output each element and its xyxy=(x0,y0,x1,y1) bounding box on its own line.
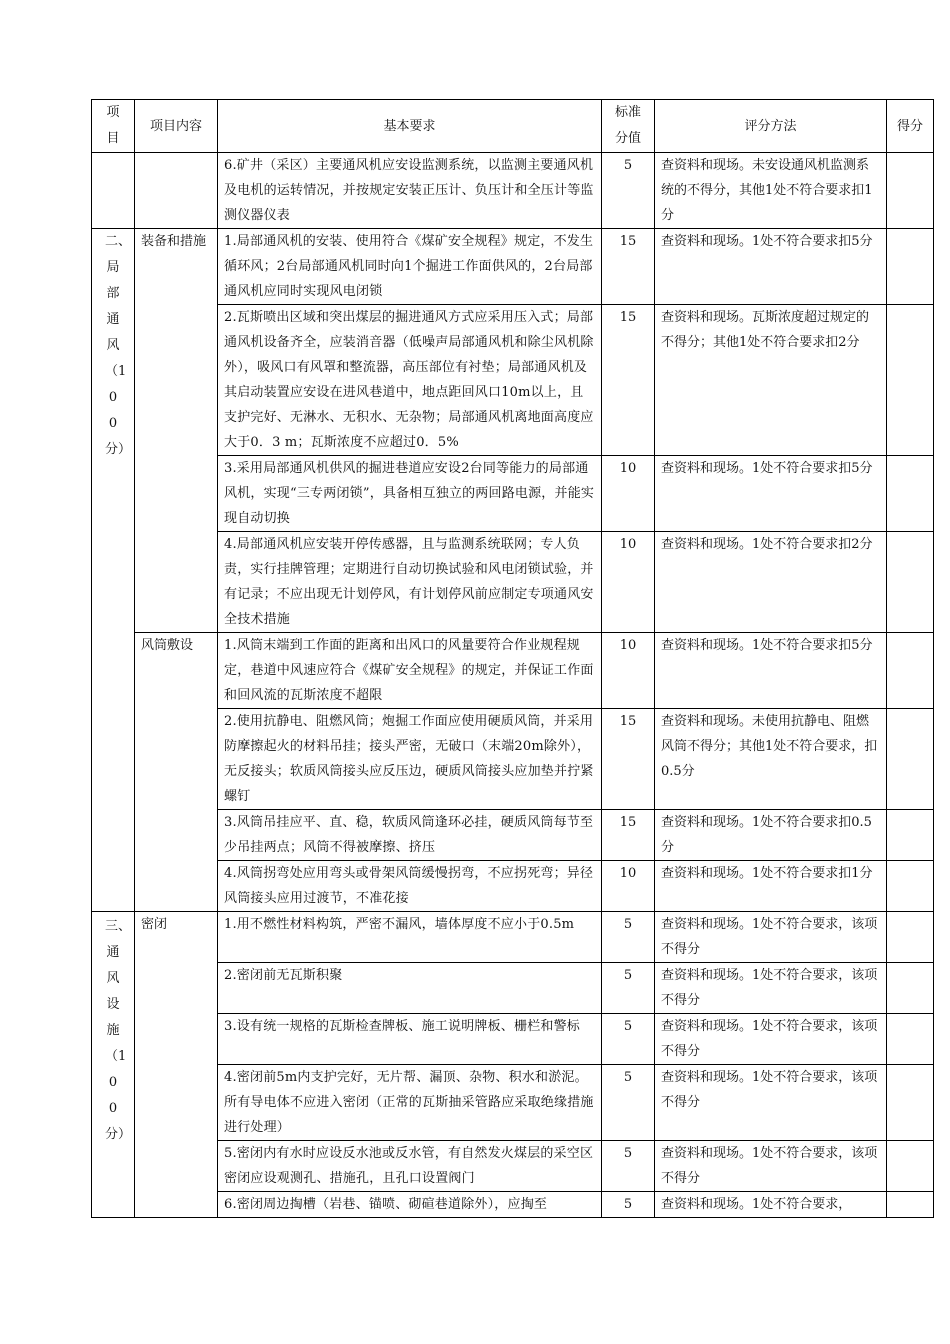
requirement-cell: 2.使用抗静电、阻燃风筒；炮掘工作面应使用硬质风筒，并采用防摩擦起火的材料吊挂；接头严密，无破口（末端20m除外），无反接头；软质风筒接头应反压边，硬质风筒接头应加垫并拧紧螺钉 xyxy=(218,709,602,810)
header-result: 得分 xyxy=(887,100,934,153)
score-cell: 15 xyxy=(602,305,655,456)
table-row xyxy=(92,1014,934,1065)
score-cell: 5 xyxy=(602,963,655,1014)
method-cell: 查资料和现场。未安设通风机监测系统的不得分，其他1处不符合要求扣1分 xyxy=(655,153,887,229)
table-row xyxy=(92,861,934,912)
content-label: 装备和措施 xyxy=(135,229,218,633)
result-cell xyxy=(887,532,934,633)
requirement-cell: 4.密闭前5m内支护完好，无片帮、漏顶、杂物、积水和淤泥。所有导电体不应进入密闭（正常的瓦斯抽采管路应采取绝缘措施进行处理） xyxy=(218,1065,602,1141)
method-cell: 查资料和现场。1处不符合要求扣5分 xyxy=(655,229,887,305)
requirement-cell: 6.密闭周边掏槽（岩巷、锚喷、砌碹巷道除外），应掏至 xyxy=(218,1192,602,1218)
score-cell: 5 xyxy=(602,1192,655,1218)
section-label: 三、通风设施（100分） xyxy=(92,912,135,1218)
requirement-cell: 5.密闭内有水时应设反水池或反水管，有自然发火煤层的采空区密闭应设观测孔、措施孔，且孔口设置阀门 xyxy=(218,1141,602,1192)
result-cell xyxy=(887,1192,934,1218)
table-row xyxy=(92,1192,934,1218)
method-cell: 查资料和现场。未使用抗静电、阻燃风筒不得分；其他1处不符合要求，扣0.5分 xyxy=(655,709,887,810)
result-cell xyxy=(887,633,934,709)
requirement-cell: 3.设有统一规格的瓦斯检查牌板、施工说明牌板、栅栏和警标 xyxy=(218,1014,602,1065)
method-cell: 查资料和现场。1处不符合要求扣5分 xyxy=(655,633,887,709)
table-row xyxy=(92,532,934,633)
result-cell xyxy=(887,912,934,963)
method-cell: 查资料和现场。瓦斯浓度超过规定的不得分；其他1处不符合要求扣2分 xyxy=(655,305,887,456)
header-item: 项目 xyxy=(92,100,135,153)
method-cell: 查资料和现场。1处不符合要求扣0.5分 xyxy=(655,810,887,861)
table-row xyxy=(92,912,934,963)
requirement-cell: 3.风筒吊挂应平、直、稳，软质风筒逢环必挂，硬质风筒每节至少吊挂两点；风筒不得被摩擦、挤压 xyxy=(218,810,602,861)
table-row xyxy=(92,633,934,709)
header-content: 项目内容 xyxy=(135,100,218,153)
result-cell xyxy=(887,963,934,1014)
result-cell xyxy=(887,1014,934,1065)
table-row xyxy=(92,810,934,861)
table-row xyxy=(92,305,934,456)
requirement-cell: 1.风筒末端到工作面的距离和出风口的风量要符合作业规程规定，巷道中风速应符合《煤矿安全规程》的规定，并保证工作面和回风流的瓦斯浓度不超限 xyxy=(218,633,602,709)
requirement-cell: 3.采用局部通风机供风的掘进巷道应安设2台同等能力的局部通风机，实现“三专两闭锁”，具备相互独立的两回路电源，并能实现自动切换 xyxy=(218,456,602,532)
method-cell: 查资料和现场。1处不符合要求扣1分 xyxy=(655,861,887,912)
method-cell: 查资料和现场。1处不符合要求，该项不得分 xyxy=(655,963,887,1014)
header-score: 标准分值 xyxy=(602,100,655,153)
method-cell: 查资料和现场。1处不符合要求，该项不得分 xyxy=(655,1141,887,1192)
score-cell: 10 xyxy=(602,532,655,633)
method-cell: 查资料和现场。1处不符合要求扣5分 xyxy=(655,456,887,532)
item-cell-empty xyxy=(92,153,135,229)
score-cell: 15 xyxy=(602,229,655,305)
score-cell: 5 xyxy=(602,1014,655,1065)
scoring-table xyxy=(91,99,934,1218)
method-cell: 查资料和现场。1处不符合要求， xyxy=(655,1192,887,1218)
score-cell: 5 xyxy=(602,153,655,229)
requirement-cell: 1.用不燃性材料构筑，严密不漏风，墙体厚度不应小于0.5m xyxy=(218,912,602,963)
requirement-cell: 4.风筒拐弯处应用弯头或骨架风筒缓慢拐弯，不应拐死弯；异径风筒接头应用过渡节，不准花接 xyxy=(218,861,602,912)
score-cell: 10 xyxy=(602,456,655,532)
table-row xyxy=(92,153,934,229)
score-cell: 5 xyxy=(602,1065,655,1141)
requirement-cell: 1.局部通风机的安装、使用符合《煤矿安全规程》规定，不发生循环风；2台局部通风机同时向1个掘进工作面供风的，2台局部通风机应同时实现风电闭锁 xyxy=(218,229,602,305)
result-cell xyxy=(887,1065,934,1141)
result-cell xyxy=(887,305,934,456)
result-cell xyxy=(887,456,934,532)
result-cell xyxy=(887,709,934,810)
content-cell-empty xyxy=(135,153,218,229)
method-cell: 查资料和现场。1处不符合要求，该项不得分 xyxy=(655,912,887,963)
score-cell: 15 xyxy=(602,810,655,861)
header-row xyxy=(92,100,934,153)
result-cell xyxy=(887,1141,934,1192)
score-cell: 15 xyxy=(602,709,655,810)
result-cell xyxy=(887,229,934,305)
score-cell: 5 xyxy=(602,1141,655,1192)
table-row xyxy=(92,456,934,532)
table-row xyxy=(92,229,934,305)
requirement-cell: 2.瓦斯喷出区域和突出煤层的掘进通风方式应采用压入式；局部通风机设备齐全，应装消音器（低噪声局部通风机和除尘风机除外），吸风口有风罩和整流器，高压部位有衬垫；局部通风机及其启动装置应安设在进风巷道中，地点距回风口10m以上，且支护完好、无淋水、无积水、无杂物；局部通风机离地面高度应大于0．3 m；瓦斯浓度不应超过0．5% xyxy=(218,305,602,456)
method-cell: 查资料和现场。1处不符合要求，该项不得分 xyxy=(655,1014,887,1065)
header-method: 评分方法 xyxy=(655,100,887,153)
result-cell xyxy=(887,861,934,912)
requirement-cell: 4.局部通风机应安装开停传感器，且与监测系统联网；专人负责，实行挂牌管理；定期进行自动切换试验和风电闭锁试验，并有记录；不应出现无计划停风，有计划停风前应制定专项通风安全技术措施 xyxy=(218,532,602,633)
content-label: 风筒敷设 xyxy=(135,633,218,912)
method-cell: 查资料和现场。1处不符合要求扣2分 xyxy=(655,532,887,633)
table-row xyxy=(92,1065,934,1141)
result-cell xyxy=(887,810,934,861)
method-cell: 查资料和现场。1处不符合要求，该项不得分 xyxy=(655,1065,887,1141)
result-cell xyxy=(887,153,934,229)
table-row xyxy=(92,1141,934,1192)
score-cell: 10 xyxy=(602,633,655,709)
score-cell: 10 xyxy=(602,861,655,912)
score-cell: 5 xyxy=(602,912,655,963)
requirement-cell: 2.密闭前无瓦斯积聚 xyxy=(218,963,602,1014)
requirement-cell: 6.矿井（采区）主要通风机应安设监测系统，以监测主要通风机及电机的运转情况，并按规定安装正压计、负压计和全压计等监测仪器仪表 xyxy=(218,153,602,229)
table-row xyxy=(92,709,934,810)
content-label: 密闭 xyxy=(135,912,218,1218)
section-label: 二、局部通风（100分） xyxy=(92,229,135,912)
table-row xyxy=(92,963,934,1014)
header-requirement: 基本要求 xyxy=(218,100,602,153)
